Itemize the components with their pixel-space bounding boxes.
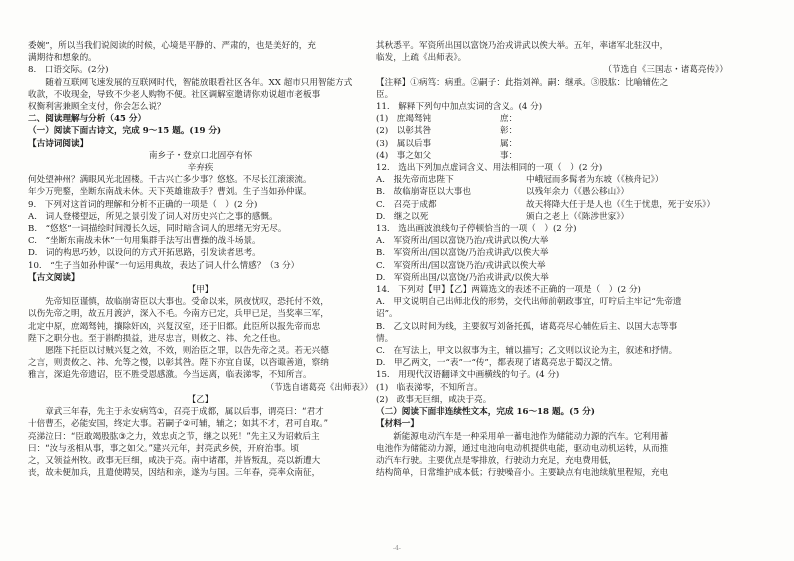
option: A. 甲文说明自己出师北伐的形势，交代出师前朝政事宜，叮咛后主牢记“先帝遗 (376, 297, 682, 308)
question-8: 8. 口语交际。(2分) (28, 65, 109, 76)
text-line: 雅言，深追先帝遗诏，臣不胜受恩感激。今当远离，临表涕零，不知所言。 (28, 370, 312, 381)
question-15: 15. 用现代汉语翻译文中画横线的句子。(4 分) (376, 370, 560, 381)
text-line: 其秋悉平。军资所出国以富饶乃治戎讲武以俟大举。五年，率诸军北驻汉中， (376, 41, 669, 51)
option: 情。 (376, 333, 394, 344)
section-subtitle: （一）阅读下面古诗文，完成 9～15 题。(19 分) (28, 126, 222, 137)
question-12: 12. 选出下列加点虚词含义、用法相同的一项（ ）(2 分) (376, 163, 603, 174)
q11-phrase: (4) 事之如父 (376, 150, 432, 161)
q11-answer-blank: 属： (500, 138, 518, 149)
option (376, 199, 728, 211)
option (376, 186, 728, 198)
question-9: 9. 下列对这首词的理解和分析不正确的一项是（ ）(2 分) (28, 199, 258, 210)
option: D. 词的构思巧妙，以设问的方式开拓思路，引发读者思考。 (28, 248, 261, 259)
poem-line: 年少万兜鍪，坐断东南战未休。天下英雄谁敌手？曹刘。生子当如孙仲谋。 (28, 187, 312, 198)
left-column (28, 40, 373, 479)
text-line: 权衡利害兼顾全支付，你会怎么说？ (28, 102, 166, 113)
text-line: 以伤先帝之明，故五月渡泸，深入不毛。今南方已定，兵甲已足，当奖率三军， (28, 309, 329, 320)
poem-line: 何处望神州？满眼风光北固楼。千古兴亡多少事？悠悠。不尽长江滚滚流。 (28, 175, 312, 186)
text-yi-label: 【乙】 (187, 394, 214, 405)
text-line: 临发，上疏《出师表》。 (376, 53, 467, 64)
q15-item: (2) 政事无巨细，咸决于亮。 (376, 394, 492, 405)
option: C. “坐断东南战未休”一句用集群手法写出曹操的战斗场景。 (28, 236, 261, 247)
question-11: 11. 解释下列句中加点实词的含义。(4 分) (376, 102, 543, 113)
poetry-heading: 【古诗词阅读】 (28, 138, 89, 149)
option-right: 中峨冠而多髯者为东坡（《核舟记》） (526, 175, 664, 186)
text-line: 结构简单，日常维护成本低；行驶噪音小。主要缺点有电池续航里程短，充电 (376, 468, 669, 479)
q15-item: (1) 临表涕零，不知所言。 (376, 382, 483, 393)
option-left: B. 故临崩寄臣以大事也 (376, 187, 471, 198)
option-right: 以残年余力（《愚公移山》） (526, 187, 630, 198)
page-number: -4- (393, 545, 401, 552)
section-title: 二、阅读理解与分析（45 分） (28, 114, 147, 125)
q11-phrase: (1) 庶竭驽钝 (376, 114, 432, 125)
option: 诏”。 (376, 309, 398, 320)
option (376, 174, 728, 186)
text-line: 收款，不收现金，导致不少老人购物不便。社区调解室邀请你劝说超市老板事 (28, 89, 321, 100)
q11-answer-blank: 事： (500, 150, 518, 161)
text-line: 之，又领益州牧。政事无巨细，咸决于亮。南中诸郡，并皆叛乱，亮以新遭大 (28, 455, 321, 466)
option-left: D. 继之以死 (376, 211, 429, 222)
option: C. 在写法上，甲文以叙事为主，辅以描写；乙文则以议论为主，叙述和抒情。 (376, 346, 678, 357)
option-right: 故天将降大任于是人也（《生于忧患，死于安乐》） (526, 199, 716, 210)
right-column (376, 40, 728, 479)
text-line: 之言，则责攸之、祎、允等之慢，以彰其咎。陛下亦宜自谋，以咨诹善道，察纳 (28, 358, 329, 369)
text-line: 章武三年春，先主于永安病笃①，召亮于成都，属以后事，谓亮曰：“君才 (45, 407, 324, 418)
option-left: C. 召亮于成都 (376, 199, 437, 210)
option: D. 军资所出国/以富饶/乃治戎讲武/以俟大举 (376, 272, 549, 283)
notes: 【注释】①病笃：病重。②嗣子：此指刘禅。嗣：继承。③股肱：比喻辅佐之 (376, 77, 669, 88)
poem-title: 南乡子・登京口北固亭有怀 (148, 150, 253, 161)
option: D. 甲乙两文，一“表”一“传”，都表现了诸葛亮忠于蜀汉之情。 (376, 358, 618, 369)
q11-answer-blank: 庶： (500, 114, 518, 125)
source-citation: （节选自诸葛亮《出师表》） (265, 382, 373, 393)
text-line: 随着互联网飞速发展的互联网时代，智能放眼看社区各年。XX 超市只用智能方式 (45, 77, 353, 88)
text-line: 北定中原，庶竭驽钝，攘除奸凶，兴复汉室，还于旧都。此臣所以报先帝而忠 (28, 321, 321, 332)
option: C. 军资所出/国以富饶乃治/戎讲武以俟大举 (376, 260, 546, 271)
option: B. 军资所出/国以富饶/乃治戎讲武/以俟大举 (376, 248, 549, 259)
text-line: 先帝知臣谨慎，故临崩寄臣以大事也。受命以来，夙夜忧叹，恐托付不效， (45, 297, 329, 308)
classical-heading: 【古文阅读】 (28, 272, 80, 283)
q11-phrase: (3) 属以后事 (376, 138, 432, 149)
poem-author: 辛弃疾 (187, 163, 214, 174)
material-heading: 【材料一】 (376, 419, 419, 430)
text-jia-label: 【甲】 (187, 285, 214, 296)
option-left: A. 报先帝而忠陛下 (376, 175, 454, 186)
text-line: 满期待和想象的。 (28, 53, 97, 64)
text-line: 动汽车行驶。主要优点是零排放，行驶动力充足，充电费用低， (376, 455, 617, 466)
text-line: 愿陛下托臣以讨贼兴复之效，不效，则治臣之罪，以告先帝之灵。若无兴德 (45, 346, 329, 357)
section-subtitle: （二）阅读下面非连续性文本，完成 16～18 题。(5 分) (376, 407, 595, 418)
question-10: 10. “生子当如孙仲谋”一句运用典故，表达了词人什么情感？（3 分） (28, 260, 300, 271)
text-line: 丧，故未便加兵，且遣使聘吴，因结和亲，遂为与国。三年春，亮率众南征， (28, 468, 321, 479)
notes: 臣。 (376, 89, 394, 100)
option: B. “悠悠”一词描绘时间漫长久远，同时暗含词人的思绪无穷无尽。 (28, 224, 287, 235)
option (376, 211, 728, 223)
question-13: 13. 选出画波浪线句子停顿恰当的一项（ ）(2 分) (376, 224, 577, 235)
text-line: 陛下之职分也。至于斟酌损益，进尽忠言，则攸之、祎、允之任也。 (28, 333, 286, 344)
q11-item (376, 138, 728, 150)
q11-item (376, 125, 728, 137)
option: A. 军资所出/国以富饶乃治/戎讲武以俟/大举 (376, 236, 549, 247)
text-line: 新能源电动汽车是一种采用单一蓄电池作为储能动力源的汽车。它利用蓄 (393, 431, 669, 442)
text-line: 亮涕泣曰：“臣敢竭股肱③之力，效忠贞之节，继之以死！”先主又为诏敕后主 (28, 431, 320, 442)
text-line: 电池作为储能动力源，通过电池向电动机提供电能，驱动电动机运转，从而推 (376, 443, 669, 454)
q11-item (376, 113, 728, 125)
text-line: 十倍曹丕，必能安国，终定大事。若嗣子②可辅，辅之；如其不才，君可自取。” (28, 419, 329, 430)
option-right: 颁白之老上（《陈涉世家》） (526, 211, 630, 222)
q11-answer-blank: 彰： (500, 126, 518, 137)
question-14: 14. 下列对【甲】【乙】两篇选文的表述不正确的一项是（ ）(2 分) (376, 285, 641, 296)
q11-item (376, 150, 728, 162)
text-line: 曰：“汝与丞相从事，事之如父。”建兴元年，封亮武乡侯，开府治事。顷 (28, 443, 300, 454)
option: A. 词人登楼望远，所见之景引发了词人对历史兴亡之事的感慨。 (28, 211, 278, 222)
option: B. 乙文以时间为线，主要叙写刘备托孤，诸葛亮尽心辅佐后主、以国大志等事 (376, 321, 678, 332)
q11-phrase: (2) 以彰其咎 (376, 126, 432, 137)
text-line: 委婉”，所以当我们说阅读的时候，心境是平静的、严肃的，也是美好的，充 (28, 41, 316, 51)
source-citation: （节选自《三国志・诸葛亮传》） (603, 65, 728, 76)
